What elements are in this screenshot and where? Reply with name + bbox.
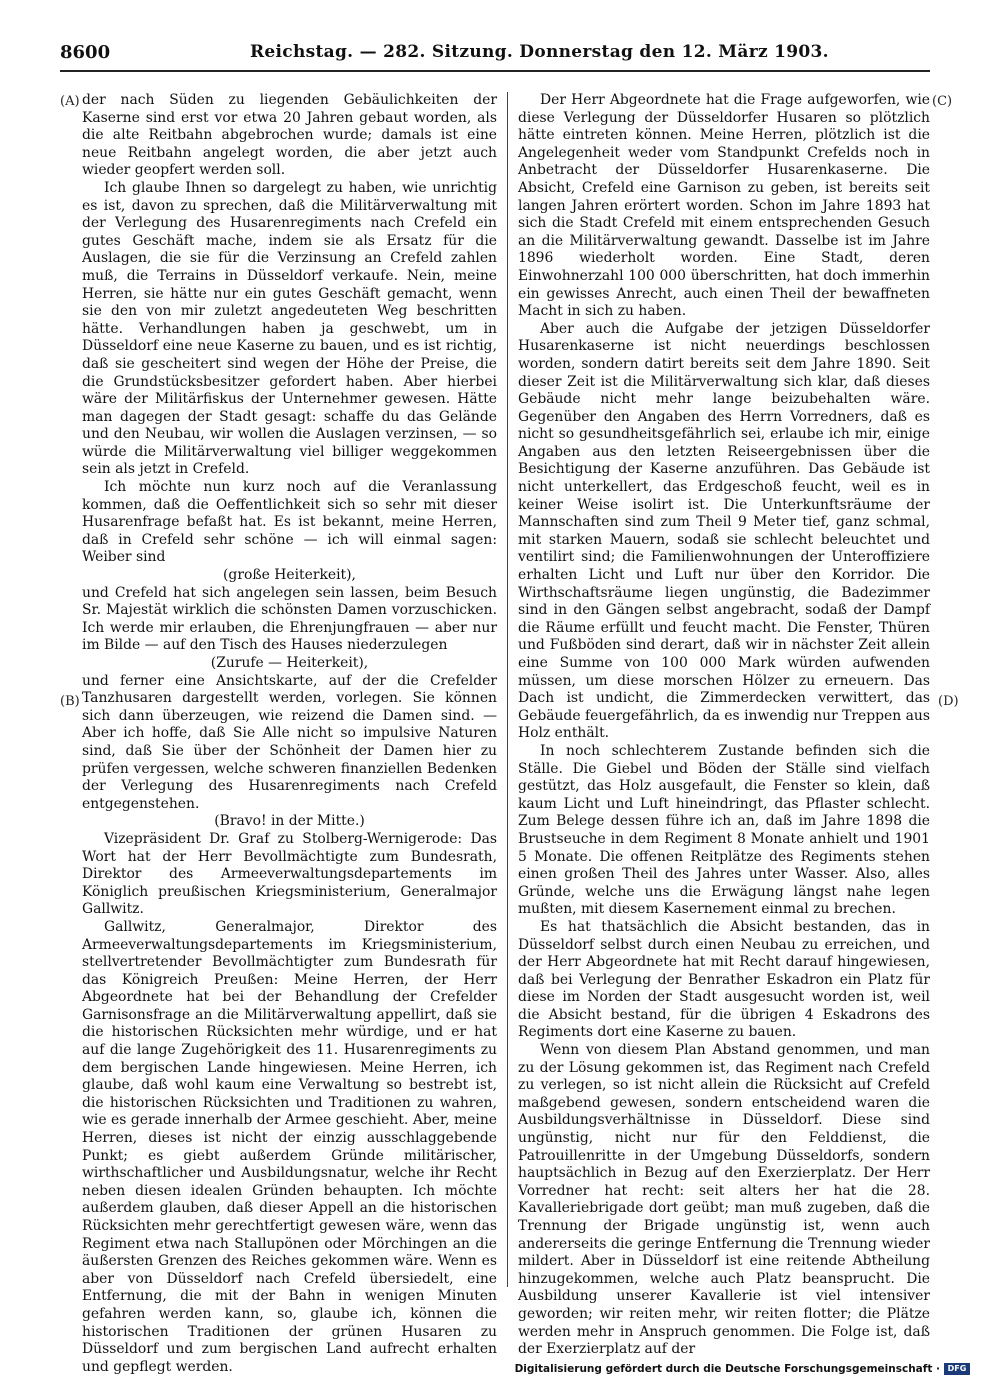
margin-mark-c: (C) [932,94,953,109]
left-column [82,92,497,1375]
paragraph: Es hat thatsächlich die Absicht bestanden, das in Düsseldorf selbst durch einen Neubau zu erreichen, und der Herr Abgeordnete hat mit Recht darauf hingewiesen, daß bei Verlegung der Benrather Eskadron ein Platz für diese im Norden der Stadt ausgesucht worden ist, weil die Absicht bestand, für die übrigen 4 Eskadrons des Regiments dort eine Kaserne zu bauen. [518,918,930,1041]
paragraph: Wenn von diesem Plan Abstand genommen, und man zu der Lösung gekommen ist, das Regiment nach Crefeld zu verlegen, so ist nicht allein die Rücksicht auf Crefeld maßgebend gewesen, sondern entscheidend waren die Ausbildungsverhältnisse in Düsseldorf. Diese sind ungünstig, nicht nur für den Felddienst, die Patrouillenritte in der Umgebung Düsseldorfs, sondern hauptsächlich in Bezug auf den Exerzierplatz. Der Herr Vorredner hat recht: seit alters her hat die 28. Kavalleriebrigade dort geübt; man muß zugeben, daß die Trennung der Brigade ungünstig ist, wenn auch andererseits die geringe Entfernung die Trennung wieder mildert. Aber in Düsseldorf ist eine reitende Abtheilung hinzugekommen, welche auch Platz beansprucht. Die Ausbildung unserer Kavallerie ist viel intensiver geworden; wir reiten mehr, wir reiten flotter; die Plätze werden mehr in Anspruch genommen. Die Folge ist, daß der Exerzierplatz auf der [518,1042,930,1358]
credit-text: Digitalisierung gefördert durch die Deutsche Forschungsgemeinschaft · [514,1363,940,1375]
paragraph: In noch schlechterem Zustande befinden sich die Ställe. Die Giebel und Böden der Ställe sind vielfach gestützt, das Holz ausgefault, die Fenster so klein, daß kaum Licht und Luft hineindringt, das Pflaster schlecht. Zum Belege dessen führe ich an, daß im Jahre 1898 die Brustseuche in dem Regiment 8 Monate anhielt und 1901 5 Monate. Die offenen Reitplätze des Regiments stehen einen großen Theil des Jahres unter Wasser. Also, alles Gründe, welche uns die Erwägung längst nahe legen mußten, mit diesem Kasernement einmal zu brechen. [518,742,930,918]
paragraph: Der Herr Abgeordnete hat die Frage aufgeworfen, wie diese Verlegung der Düsseldorfer Husaren so plötzlich hätte eintreten können. Meine Herren, plötzlich ist die Angelegenheit weder vom Standpunkt Crefelds noch in Anbetracht der Düsseldorfer Husarenkaserne. Die Absicht, Crefeld eine Garnison zu geben, ist bereits seit langen Jahren erörtert worden. Schon im Jahre 1893 hat sich die Stadt Crefeld mit einem entsprechenden Gesuch an die Militärverwaltung gewandt. Dasselbe ist im Jahre 1896 wiederholt worden. Eine Stadt, deren Einwohnerzahl 100 000 überschritten, hat doch immerhin ein gewisses Anrecht, auch einen Theil der bewaffneten Macht in sich zu haben. [518,92,930,320]
paragraph: Ich möchte nun kurz noch auf die Veranlassung kommen, daß die Oeffentlichkeit sich so sehr mit dieser Husarenfrage befaßt hat. Es ist bekannt, meine Herren, daß in Crefeld sehr schöne — ich will einmal sagen: Weiber sind [82,479,497,566]
running-title: Reichstag. — 282. Sitzung. Donnerstag den 12. März 1903. [250,42,829,62]
dfg-logo-icon: DFG [944,1363,970,1375]
paragraph: Ich glaube Ihnen so dargelegt zu haben, wie unrichtig es ist, davon zu sprechen, daß die Militärverwaltung mit der Verlegung des Husarenregiments nach Crefeld ein gutes Geschäft mache, indem sie als Ersatz für die Auslagen, die sie für die Verzinsung an Crefeld zahlen muß, die Terrains in Düsseldorf verkaufe. Nein, meine Herren, sie hätte nur ein gutes Geschäft gemacht, wenn sie den von mir zuletzt angedeuteten Weg beschritten hätte. Verhandlungen haben ja geschwebt, um in Düsseldorf eine neue Kaserne zu bauen, und es ist richtig, daß sie gescheitert sind wegen der Höhe der Preise, die die Grundstücksbesitzer gefordert haben. Aber hierbei wäre der Militärfiskus der Unternehmer gewesen. Hätte man dagegen der Stadt gesagt: schaffe du das Gelände und den Neubau, wir wollen die Auslagen verzinsen, — so würde die Militärverwaltung viel billiger weggekommen sein als jetzt in Crefeld. [82,179,497,478]
margin-mark-a: (A) [60,94,80,109]
speaker-paragraph: Vizepräsident Dr. Graf zu Stolberg-Wernigerode: Das Wort hat der Herr Bevollmächtigte zum Bundesrath, Direktor des Armeeverwaltungsdepartements im Königlich preußischen Kriegsministerium, Generalmajor Gallwitz. [82,830,497,918]
paragraph: und ferner eine Ansichtskarte, auf der die Crefelder Tanzhusaren dargestellt werden, vorlegen. Sie können sich dann überzeugen, wie reizend die Damen sind. — Aber ich hoffe, daß Sie Alle nicht so impulsive Naturen sind, daß Sie über der Schönheit der Damen hier zu prüfen vergessen, welche schweren finanziellen Bedenken der Verlegung des Husarenregiments nach Crefeld entgegenstehen. [82,672,497,812]
page-number: 8600 [60,42,111,63]
column-divider [507,92,508,1287]
speaker-paragraph: Gallwitz, Generalmajor, Direktor des Armeeverwaltungsdepartements im Kriegsministerium, stellvertretender Bevollmächtigter zum Bundesrath für das Königreich Preußen: Meine Herren, der Herr Abgeordnete hat bei der Behandlung der Crefelder Garnisonsfrage an die Militärverwaltung appellirt, daß sie die historischen Rücksichten mehr würdige, und er hat auf die lange Zugehörigkeit des 11. Husarenregiments zu dem bergischen Lande hingewiesen. Meine Herren, ich glaube, daß wohl kaum eine Verwaltung so bestrebt ist, die historischen Rücksichten und Traditionen zu wahren, wie es gerade innerhalb der Armee geschieht. Aber, meine Herren, dieses ist nicht der einzig ausschlaggebende Punkt; es giebt außerdem Gründe militärischer, wirthschaftlicher und Ausbildungsnatur, welche ihr Recht neben diesen idealen Gründen behaupten. Ich möchte außerdem glauben, daß dieser Appell an die historischen Rücksichten mehr gerechtfertigt gewesen wäre, wenn das Regiment etwa nach Stallupönen oder Mörchingen an die äußersten Grenzen des Reiches gekommen wäre. Wenn es aber von Düsseldorf nach Crefeld übersiedelt, eine Entfernung, die mit der Bahn in wenigen Minuten gefahren werden kann, so, glaube ich, können die historischen Traditionen der grünen Husaren zu Düsseldorf und zum bergischen Land aufrecht erhalten und gepflegt werden. [82,918,497,1375]
interjection: (große Heiterkeit), [223,567,356,584]
interjection: (Bravo! in der Mitte.) [214,813,365,830]
paragraph: der nach Süden zu liegenden Gebäulichkeiten der Kaserne sind erst vor etwa 20 Jahren gebaut worden, als die alte Reitbahn abgebrochen wurde; damals ist eine neue Reitbahn angelegt worden, die aber jetzt auch wieder geopfert werden soll. [82,92,497,179]
margin-mark-d: (D) [938,694,959,709]
header-rule [60,70,930,72]
margin-mark-b: (B) [60,694,80,709]
paragraph: und Crefeld hat sich angelegen sein lassen, beim Besuch Sr. Majestät wirklich die schönsten Damen vorzuschicken. Ich werde mir erlauben, die Ehrenjungfrauen — aber nur im Bilde — auf den Tisch des Hauses niederzulegen [82,584,497,654]
right-column [518,92,930,1358]
page-header [60,42,930,72]
interjection: (Zurufe — Heiterkeit), [210,655,369,671]
paragraph: Aber auch die Aufgabe der jetzigen Düsseldorfer Husarenkaserne ist nicht neuerdings beschlossen worden, sondern datirt bereits seit dem Jahre 1890. Seit dieser Zeit ist die Militärverwaltung sich klar, daß dieses Gebäude nicht mehr lange beizubehalten wäre. Gegenüber den Angaben des Herrn Vorredners, daß es nicht so gesundheitsgefährlich sei, erlaube ich mir, einige Angaben aus den letzten Reiseergebnissen über die Besichtigung der Kaserne anzuführen. Das Gebäude ist nicht unterkellert, das Erdgeschoß feucht, weil es in keiner Weise isolirt ist. Die Unterkunftsräume der Mannschaften sind zum Theil 9 Meter tief, ganz schmal, mit starken Mauern, sodaß sie schlecht beleuchtet und ventilirt sind; die Familienwohnungen der Unteroffiziere erhalten Licht und Luft nur über den Korridor. Die Wirthschaftsräume liegen ungünstig, die Badezimmer sind in den Gängen selbst angebracht, sodaß der Dampf die Räume erfüllt und feucht macht. Die Fenster, Thüren und Fußböden sind derart, daß wir in nächster Zeit allein eine Summe von 100 000 Mark würden aufwenden müssen, um diese morschen Hölzer zu erneuern. Das Dach ist undicht, die Zimmerdecken verwittert, das Gebäude feuergefährlich, da es inwendig nur Treppen aus Holz enthält. [518,320,930,742]
digitization-credit [515,1363,970,1375]
